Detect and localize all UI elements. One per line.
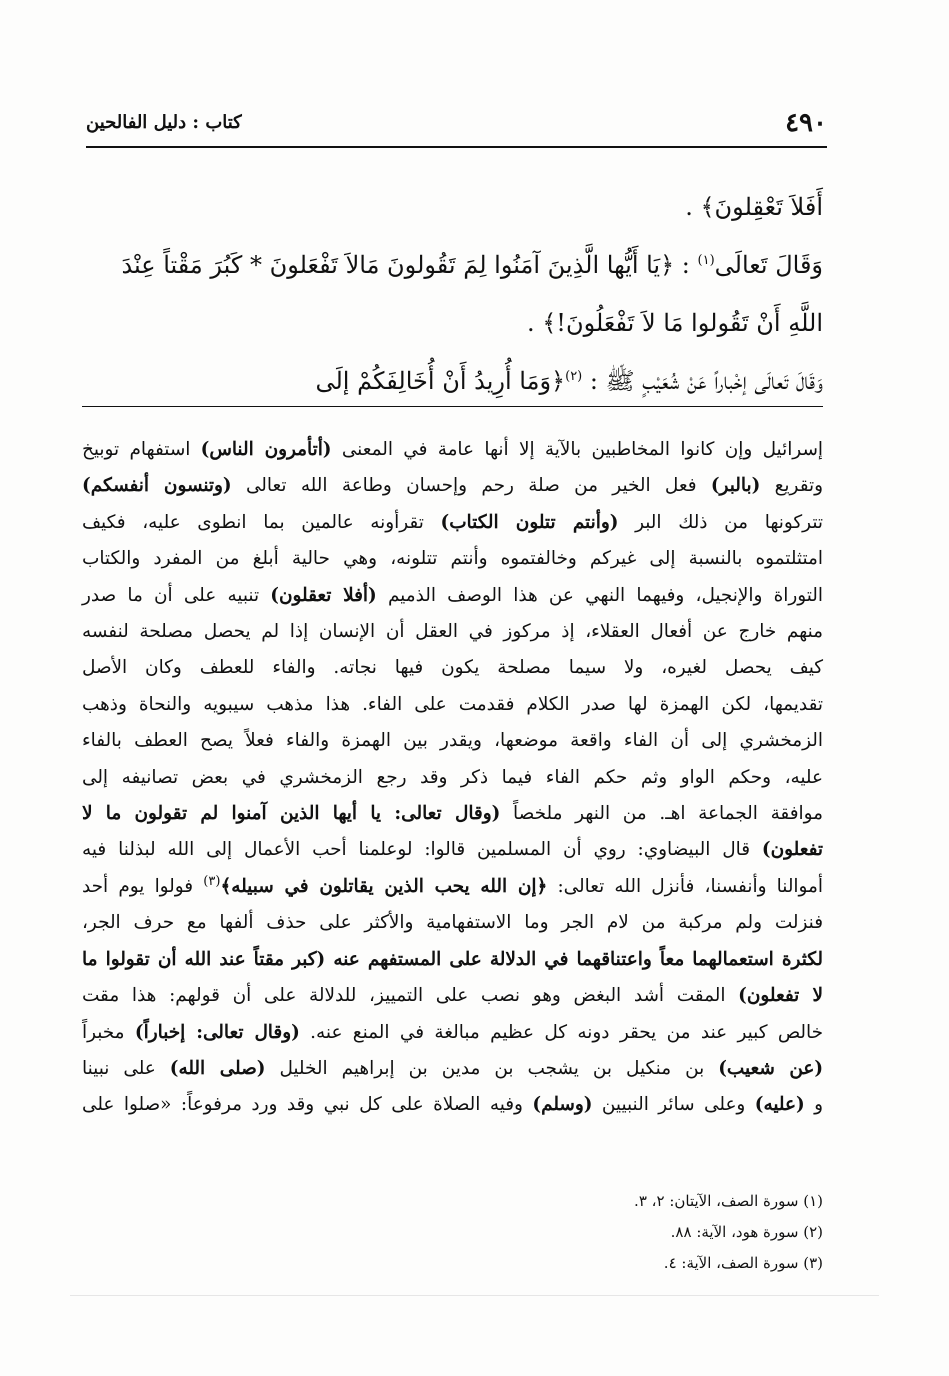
commentary-line: فنزلت ولم مركبة من لام الجر وما الاستفهامية والأكثر على حذف ألفها مع حرف الجر، [82,912,823,934]
commentary-line: إسرائيل وإن كانوا المخاطبين بالآية إلا أنها عامة في المعنى (أتأمرون الناس) استفهام توبيخ [82,439,823,460]
commentary-line: تفعلون) قال البيضاوي: روي أن المسلمين قالوا: لوعلمنا أحب الأعمال إلى الله لبذلنا فيه [82,839,823,861]
commentary-line: امتثلتموه بالنسبة إلى غيركم وخالفتموه وأنتم تتلونه، وهي حالية أبلغ من المفرد والكتاب [82,548,823,570]
commentary-line: تتركونها من ذلك البر (وأنتم تتلون الكتاب) تقرأونه عالمين بما انطوى عليه، فكيف [82,511,823,533]
quran-line-1: أَفَلاَ تَعْقِلونَ﴾ . [685,193,823,221]
quran-line-4: وَقَالَ تَعالَى إخْباراً عَنْ شُعَيْبٍ ﷺ : $^{(٢)}$﴿وَمَا أُرِيدُ أَنْ أُخَالِفَكُمْ إلَى [315,367,823,395]
page-header [86,104,827,148]
scan-edge-line [70,1295,879,1296]
commentary-line: و (عليه) وعلى سائر النبيين (وسلم) وفيه الصلاة على كل نبي وقد ورد مرفوعاً: «صلوا على [82,1094,824,1116]
commentary-line: لا تفعلون) المقت أشد البغض وهو نصب على التمييز، للدلالة على أن قولهم: هذا مقت [82,985,823,1007]
section-divider [82,406,823,407]
commentary-line: الزمخشري إلى أن الفاء واقعة موضعها، ويقدر بين الهمزة والفاء فعلاً يصح العطف بالفاء [82,730,823,752]
page-number: ٤٩٠ [785,108,827,138]
quran-line-3: اللَّهِ أَنْ تَقُولوا مَا لاَ تَفْعَلُونَ!﴾ . [526,309,823,337]
commentary-line: (عن شعيب) بن منكيل بن يشجب بن مدين بن إبراهيم الخليل (صلى الله) على نبينا [82,1057,824,1079]
commentary-text [82,432,823,1124]
commentary-line: منهم خارج عن أفعال العقلاء، إذ مركوز في العقل أن الإنسان إذا لم يحصل مصلحة لنفسه [82,621,823,643]
commentary-line: عليه، وحكم الواو وثم حكم الفاء فيما ذكر وقد رجع الزمخشري في بعض تصانيفه إلى [82,766,823,788]
commentary-line: وتقريع (بالبر) فعل الخير من صلة رحم وإحسان وطاعة الله تعالى (وتنسون أنفسكم) [82,475,823,497]
quran-line-2: وَقَالَ تَعالَى$^{(١)}$ : ﴿يَا أَيُّها الَّذِينَ آمَنُوا لِمَ تَقُولونَ مَالاَ تَفْعَلونَ * كَبُرَ مَقْتاً عِنْدَ [121,251,823,279]
commentary-line: تقديمها، لكن الهمزة لها صدر الكلام فقدمت على الفاء. هذا مذهب سيبويه والنحاة وذهب [82,693,823,715]
footnote-ref-2[interactable]: (٢) [565,369,583,384]
commentary-line: كيف يحصل لغيره، ولا سيما مصلحة يكون فيها نجاته. والفاء للعطف وكان الأصل [82,657,823,679]
footnote-ref-1[interactable]: (١) [697,253,715,268]
footnote-1: (١) سورة الصف، الآيتان: ٢، ٣. [634,1192,823,1210]
main-text [78,178,823,410]
commentary-line: التوراة والإنجيل، وفيهما النهي عن هذا الوصف الذميم (أفلا تعقلون) تنبيه على أن ما صدر [82,584,823,606]
commentary-line: أموالنا وأنفسنا، فأنزل الله تعالى: ﴿إن الله يحب الذين يقاتلون في سبيله﴾$^{(٣)}$ فولوا يوم أحد [82,873,823,897]
footnote-2: (٢) سورة هود، الآية: ٨٨. [670,1223,823,1241]
footnote-3: (٣) سورة الصف، الآية: ٤. [663,1254,823,1272]
book-title: كتاب : دليل الفالحين [86,112,242,133]
commentary-line: موافقة الجماعة اهـ. من النهر ملخصاً (وقال تعالى: يا أيها الذين آمنوا لم تقولون ما لا [82,803,823,825]
commentary-line: خالص كبير عند من يحقر دونه كل عظيم مبالغة في المنع عنه. (وقال تعالى: إخباراً) مخبراً [82,1021,823,1043]
footnote-ref-3[interactable]: (٣) [203,873,221,889]
footnotes [463,1186,823,1279]
commentary-line: لكثرة استعمالهما معاً واعتناقهما في الدلالة على المستفهم عنه (كبر مقتاً عند الله أن تقولوا ما [82,948,824,970]
